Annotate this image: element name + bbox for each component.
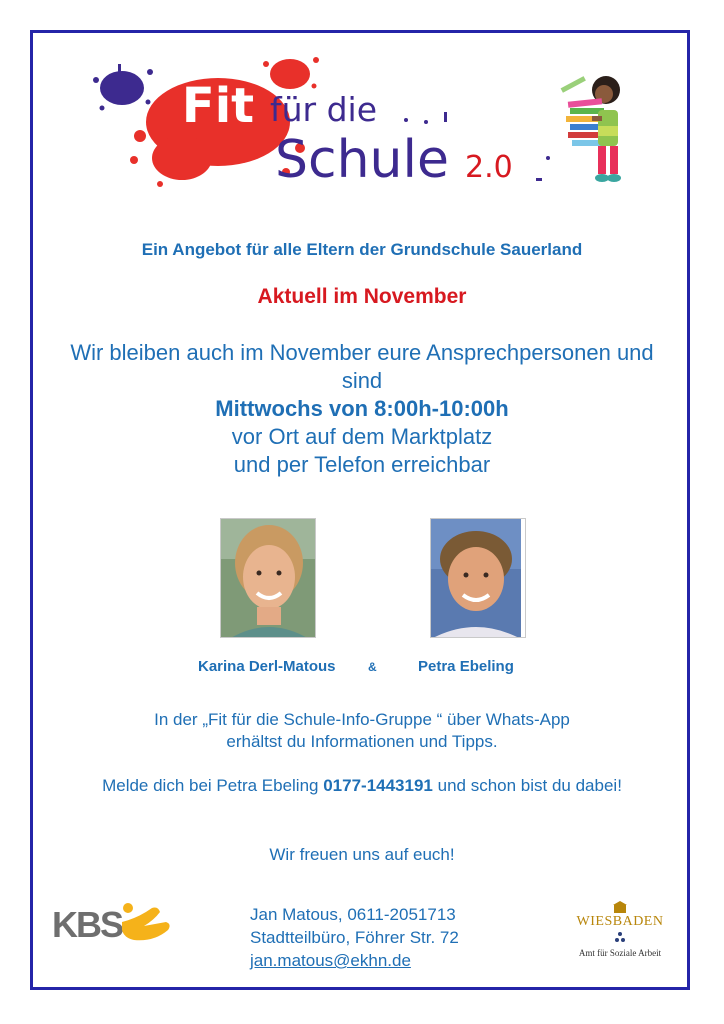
main-text-line-4: vor Ort auf dem Marktplatz — [231, 424, 493, 449]
kbs-logo — [52, 898, 172, 948]
city-hall-icon — [612, 900, 628, 914]
photo-petra — [430, 518, 526, 638]
main-text-line-5: und per Telefon erreichbar — [233, 452, 491, 477]
logo-fit-text: Fit — [181, 78, 255, 134]
wiesbaden-logo — [568, 900, 672, 964]
intro-text: Ein Angebot für alle Eltern der Grundschule Sauerland — [141, 240, 583, 259]
whatsapp-line-2: erhältst du Informationen und Tipps. — [226, 732, 498, 751]
hand-icon — [118, 900, 172, 946]
name-karina: Karina Derl-Matous — [198, 658, 336, 675]
amt-text: Amt für Soziale Arbeit — [578, 948, 662, 958]
logo-version-text: 2.0 — [465, 150, 513, 185]
headline: Aktuell im November — [257, 285, 467, 308]
kbs-logo-text: KBS — [52, 904, 123, 945]
photo-karina — [220, 518, 316, 638]
lily-crest-icon — [614, 931, 626, 945]
name-petra: Petra Ebeling — [418, 658, 514, 675]
wiesbaden-text: WIESBADEN — [576, 914, 664, 929]
office-hours: Mittwochs von 8:00h-10:00h — [215, 396, 509, 421]
signup-phone[interactable]: 0177-1443191 — [323, 776, 433, 795]
closing-text: Wir freuen uns auf euch! — [269, 845, 455, 864]
signup-before: Melde dich bei Petra Ebeling — [102, 776, 324, 795]
signup-after: und schon bist du dabei! — [432, 776, 622, 795]
contact-line-1: Jan Matous, 0611-2051713 — [250, 905, 456, 924]
logo-schule-text: Schule — [275, 130, 449, 190]
contact-line-2: Stadtteilbüro, Föhrer Str. 72 — [250, 928, 459, 947]
main-text-line-2: sind — [341, 368, 383, 393]
main-text-line-1: Wir bleiben auch im November eure Ansprechpersonen und — [70, 340, 654, 365]
fit-fuer-die-schule-logo — [90, 50, 560, 200]
name-connector: & — [368, 660, 377, 674]
logo-fuer-die-text: für die — [270, 90, 378, 129]
child-with-books-illustration — [556, 70, 636, 198]
signup-text — [0, 776, 724, 796]
whatsapp-line-1: In der „Fit für die Schule-Info-Gruppe “ über Whats-App — [154, 710, 570, 729]
contact-email-link[interactable]: jan.matous@ekhn.de — [250, 951, 411, 970]
